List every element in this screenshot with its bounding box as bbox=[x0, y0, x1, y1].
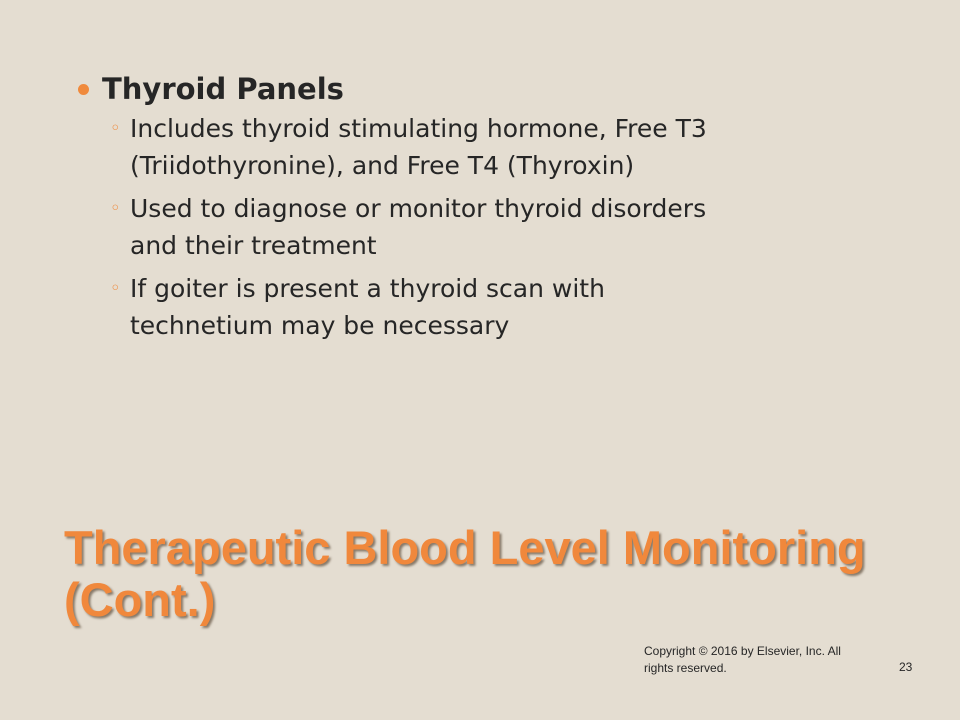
sub-bullet-item bbox=[110, 190, 892, 264]
copyright-line: Copyright © 2016 by Elsevier, Inc. All bbox=[644, 644, 841, 658]
bullet-dot-icon bbox=[78, 84, 89, 95]
slide-title-line: (Cont.) bbox=[64, 573, 216, 626]
sub-bullet-line: Includes thyroid stimulating hormone, Free T3 bbox=[130, 114, 707, 143]
bullet-heading-text: Thyroid Panels bbox=[102, 72, 344, 106]
sub-bullet-line: Used to diagnose or monitor thyroid disorders bbox=[130, 194, 707, 223]
page-number: 23 bbox=[899, 660, 913, 674]
sub-bullet-item bbox=[110, 110, 892, 184]
sub-bullet-line: technetium may be necessary bbox=[130, 311, 510, 340]
ring-bullet-icon: ◦ bbox=[110, 278, 121, 299]
copyright-notice bbox=[644, 643, 874, 677]
bullet-heading bbox=[72, 68, 892, 110]
slide-title-line: Therapeutic Blood Level Monitoring bbox=[64, 521, 866, 574]
ring-bullet-icon: ◦ bbox=[110, 198, 121, 219]
sub-bullet-list bbox=[72, 110, 892, 344]
sub-bullet-item bbox=[110, 270, 892, 344]
sub-bullet-line: (Triidothyronine), and Free T4 (Thyroxin) bbox=[130, 151, 635, 180]
ring-bullet-icon: ◦ bbox=[110, 118, 121, 139]
slide-content bbox=[72, 68, 892, 350]
sub-bullet-line: If goiter is present a thyroid scan with bbox=[130, 274, 605, 303]
copyright-line: rights reserved. bbox=[644, 661, 727, 675]
slide-title bbox=[64, 522, 924, 626]
sub-bullet-line: and their treatment bbox=[130, 231, 377, 260]
